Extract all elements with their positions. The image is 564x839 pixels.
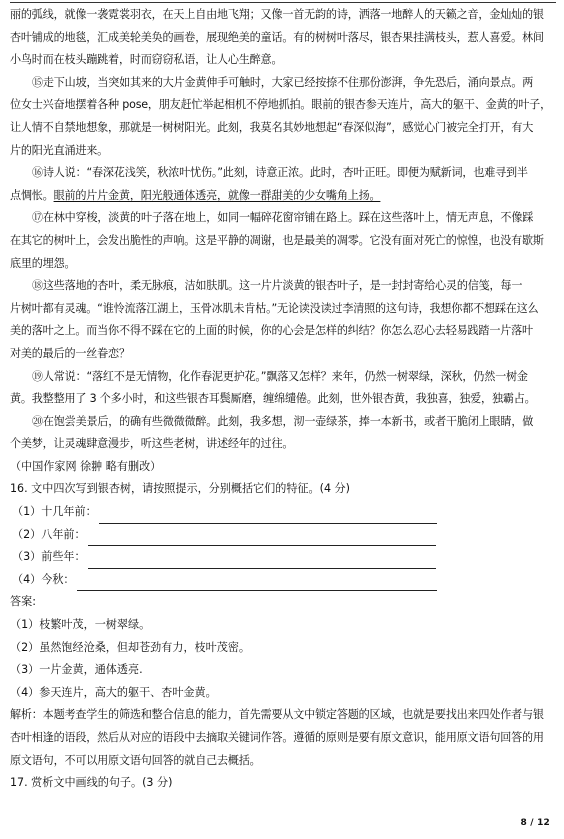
text-line: 底里的埋怨。 [10,256,76,270]
answer-item: （4）参天连片，高大的躯干、杏叶金黄。 [10,685,217,699]
answer-blank[interactable] [77,576,437,591]
text-line: ⑯诗人说：“春深花浅笑，秋浓叶忧伤。”此刻，诗意正浓。此时，杏叶正旺。即便为赋新词，也难寻到半 [32,166,528,180]
top-rule [10,2,556,3]
text-line: 黄。我整整用了 3 个多小时，和这些银杏耳鬓厮磨，缠绵缱倦。此刻，世外银杏黄，我独喜，独爱，独霸占。 [10,392,536,406]
text-line: 美的落叶之上。而当你不得不踩在它的上面的时候，你的心会是怎样的纠结？你怎么忍心去轻易践踏一片落叶 [10,324,533,338]
paragraph-continued [10,4,556,72]
answer-item: （2）虽然饱经沧桑，但却苍劲有力，枝叶茂密。 [10,640,251,654]
paragraph-16 [10,162,556,207]
text-line: 个美梦，让灵魂肆意漫步，听这些老树，讲述经年的过往。 [10,437,294,451]
text-line: ⑰在林中穿梭，淡黄的叶子落在地上，如同一幅碎花窗帘铺在路上。踩在这些落叶上，情无声息，不像踩 [32,211,534,225]
text-line: 小鸟时而在枝头蹦跳着，时而窃窃私语，让人心生醉意。 [10,53,283,67]
question-16: 16. 文中四次写到银杏树，请按照提示，分别概括它们的特征。(4 分) [10,482,350,496]
article-body [10,4,556,795]
text-line: 原文语句，不可以用原文语句回答的就自己去概括。 [10,753,261,767]
answer-blank[interactable] [88,531,436,546]
answer-blank[interactable] [99,509,437,524]
answer-blank-row [12,524,556,547]
text-line: ⑱这些落地的杏叶，柔无脉痕，洁如肤肌。这一片片淡黄的银杏叶子，是一封封寄给心灵的信笺，每一 [32,279,523,293]
paragraph-15 [10,72,556,162]
paragraph-19 [10,366,556,411]
question-17: 17. 赏析文中画线的句子。(3 分) [10,776,173,790]
text-line: 丽的弧线，就像一袭霓裳羽衣，在天上自由地飞翔；又像一首无韵的诗，洒落一地醉人的天籁之音，金灿灿的银 [10,8,544,21]
blank-label: （1）十几年前： [12,505,97,519]
analysis [10,704,556,772]
text-line: 位女士兴奋地摆着各种 pose，朋友赶忙举起相机不停地抓拍。眼前的银杏参天连片，高大的躯干、金黄的叶子， [10,98,551,112]
text-line: ⑮走下山坡，当突如其来的大片金黄伸手可触时，大家已经按捺不住那份澎湃，争先恐后，涌向景点。两 [32,75,534,89]
paragraph-18 [10,275,556,365]
paragraph-17 [10,207,556,275]
answer-blank[interactable] [88,554,436,569]
page-number: 8 / 12 [520,818,550,828]
text-line: 杏叶铺成的地毯，汇成美轮美奂的画卷，展现绝美的童话。有的树树叶落尽，银杏果挂满枝头，惹人喜爱。林间 [10,30,544,44]
answer-label: 答案: [10,595,36,609]
text-line: 点惆怅。 [10,188,54,202]
answer-blank-row [12,569,556,592]
text-line: ⑲人常说：“落红不是无情物，化作春泥更护花。”飘落又怎样？来年，仍然一树翠绿，深秋，仍然一树金 [32,369,528,383]
text-line: 在其它的树叶上，会发出脆性的声响。这是平静的凋谢，也是最美的凋零。它没有面对死亡的惊惶，也没有歇斯 [10,233,544,247]
blank-label: （2）八年前： [12,527,86,541]
answer-blank-row [12,546,556,569]
article-source: （中国作家网 徐翀 略有删改） [10,459,162,473]
text-line: 片树叶都有灵魂。“谁怜流落江湖上，玉骨冰肌未肯枯。”无论读没读过李清照的这句诗，我想你都不想踩在这么 [10,301,539,315]
answer-item: （3）一片金黄，通体透亮. [10,663,143,677]
text-line: 杏叶相逢的语段，然后从对应的语段中去摘取关键词作答。遵循的原则是要有原文意识，能用原文语句回答的用 [10,731,544,744]
answer-blank-row [12,501,556,524]
blank-label: （3）前些年： [12,550,86,564]
text-line: 让人情不自禁地想象，那就是一树树阳光。此刻，我莫名其妙地想起“春深似海”，感觉心门被完全打开，有大 [10,120,534,134]
text-line: 对美的最后的一丝眷恋？ [10,346,130,360]
answer-item: （1）枝繁叶茂，一树翠绿。 [10,618,151,632]
text-line: 片的阳光直涌进来。 [10,143,109,157]
text-line: 解析：本题考查学生的筛选和整合信息的能力，首先需要从文中锁定答题的区域，也就是要找出来四处作者与银 [10,708,544,722]
underlined-sentence: 眼前的片片金黄，阳光般通体透亮，就像一群甜美的少女嘴角上扬。 [53,188,381,202]
paragraph-20 [10,411,556,456]
text-line: ⑳在饱尝美景后，的确有些微微微醉。此刻，我多想，沏一壶绿茶，捧一本新书，或者干脆闭上眼睛，做 [32,414,534,428]
blank-label: （4）今秋： [12,572,75,586]
